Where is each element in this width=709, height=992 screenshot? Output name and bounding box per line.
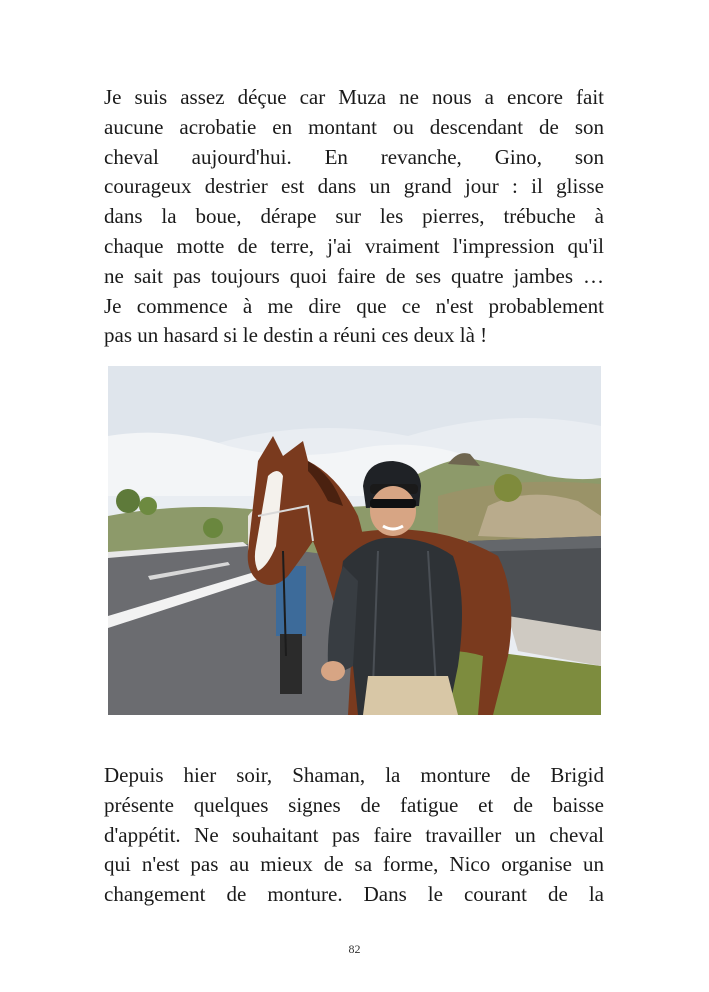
text-line: aucune acrobatie en montant ou descendant de son [104,114,604,139]
paragraph-2 [104,761,604,910]
text-line: courageux destrier est dans un grand jour : il glisse [104,174,604,199]
text-line: pas un hasard si le destin a réuni ces deux là ! [104,323,488,348]
text-line: Je commence à me dire que ce n'est probablement [104,293,604,318]
text-line: Je suis assez déçue car Muza ne nous a encore fait [104,85,604,109]
text-line: Depuis hier soir, Shaman, la monture de Brigid [104,763,604,787]
page-number: 82 [348,942,361,956]
text-line: dans la boue, dérape sur les pierres, trébuche à [104,204,604,229]
paragraph-1 [104,83,604,351]
photo-rider-with-horse [108,366,601,715]
text-line: présente quelques signes de fatigue et de baisse [104,792,604,817]
text-line: chaque motte de terre, j'ai vraiment l'impression qu'il [104,233,604,258]
text-line: cheval aujourd'hui. En revanche, Gino, son [104,144,604,169]
text-line: ne sait pas toujours quoi faire de ses quatre jambes … [104,263,604,288]
text-line: qui n'est pas au mieux de sa forme, Nico organise un [104,852,604,877]
text-line: d'appétit. Ne souhaitant pas faire travailler un cheval [104,822,604,847]
text-line: changement de monture. Dans le courant de la [104,882,604,907]
